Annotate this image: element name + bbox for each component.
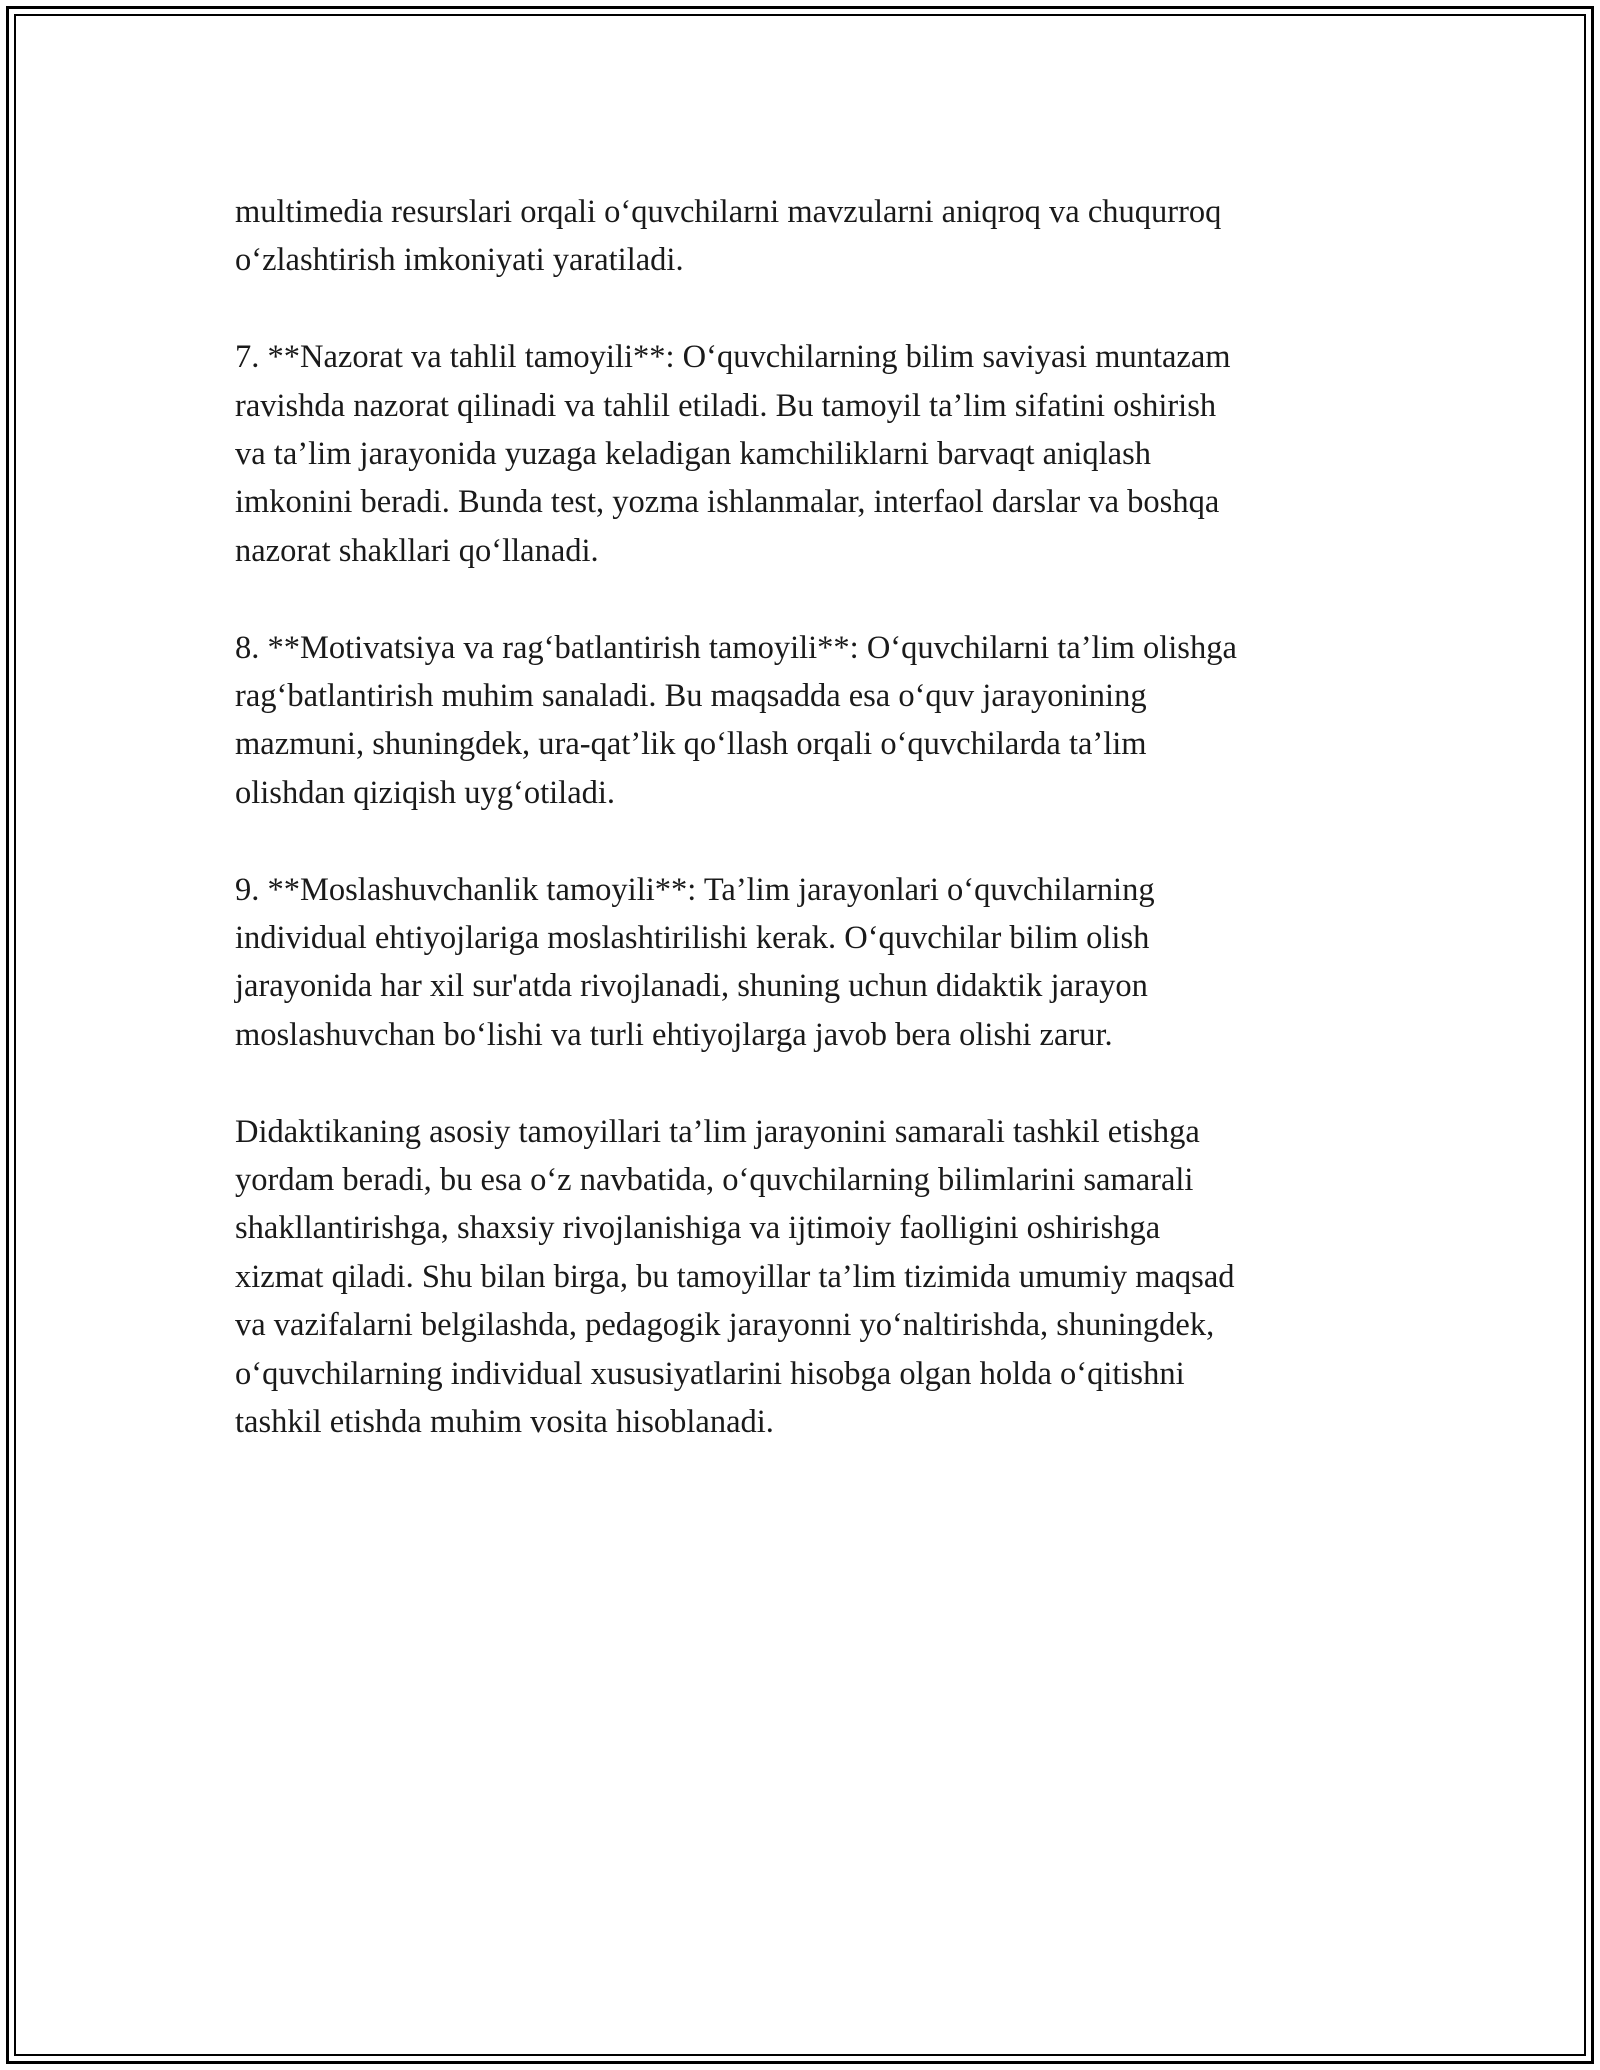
paragraph-conclusion: Didaktikaning asosiy tamoyillari ta’lim jarayonini samarali tashkil etishga yordam beradi, bu esa o‘z navbatida, o‘quvchilarning bilimlarini samarali shakllantirishga, shaxsiy rivojlanishiga va ijtimoiy faolligini oshirishga xizmat qiladi. Shu bilan birga, bu tamoyillar ta’lim tizimida umumiy maqsad va vazifalarni belgilashda, pedagogik jarayonni yo‘naltirishda, shuningdek, o‘quvchilarning individual xususiyatlarini hisobga olgan holda o‘qitishni tashkil etishda muhim vosita hisoblanadi. [235, 1113, 1235, 1441]
paragraph-motivatsiya: 8. **Motivatsiya va rag‘batlantirish tamoyili**: O‘quvchilarni ta’lim olishga rag‘batlantirish muhim sanaladi. Bu maqsadda esa o‘quv jarayonining mazmuni, shuningdek, ura-qat’lik qo‘llash orqali o‘quvchilarda ta’lim olishdan qiziqish uyg‘otiladi. [235, 629, 1237, 811]
document-body [235, 188, 1385, 1447]
paragraph-moslashuvchanlik: 9. **Moslashuvchanlik tamoyili**: Ta’lim jarayonlari o‘quvchilarning individual ehtiyojlariga moslashtirilishi kerak. O‘quvchilar bilim olish jarayonida har xil sur'atda rivojlanadi, shuning uchun didaktik jarayon moslashuvchan bo‘lishi va turli ehtiyojlarga javob bera olishi zarur. [235, 871, 1155, 1053]
paragraph-multimedia-continuation: multimedia resurslari orqali o‘quvchilarni mavzularni aniqroq va chuqurroq o‘zlashtirish imkoniyati yaratiladi. [235, 194, 1222, 279]
paragraph-nazorat-tahlil: 7. **Nazorat va tahlil tamoyili**: O‘quvchilarning bilim saviyasi muntazam ravishda nazorat qilinadi va tahlil etiladi. Bu tamoyil ta’lim sifatini oshirish va ta’lim jarayonida yuzaga keladigan kamchiliklarni barvaqt aniqlash imkonini beradi. Bunda test, yozma ishlanmalar, interfaol darslar va boshqa nazorat shakllari qo‘llanadi. [235, 339, 1231, 569]
